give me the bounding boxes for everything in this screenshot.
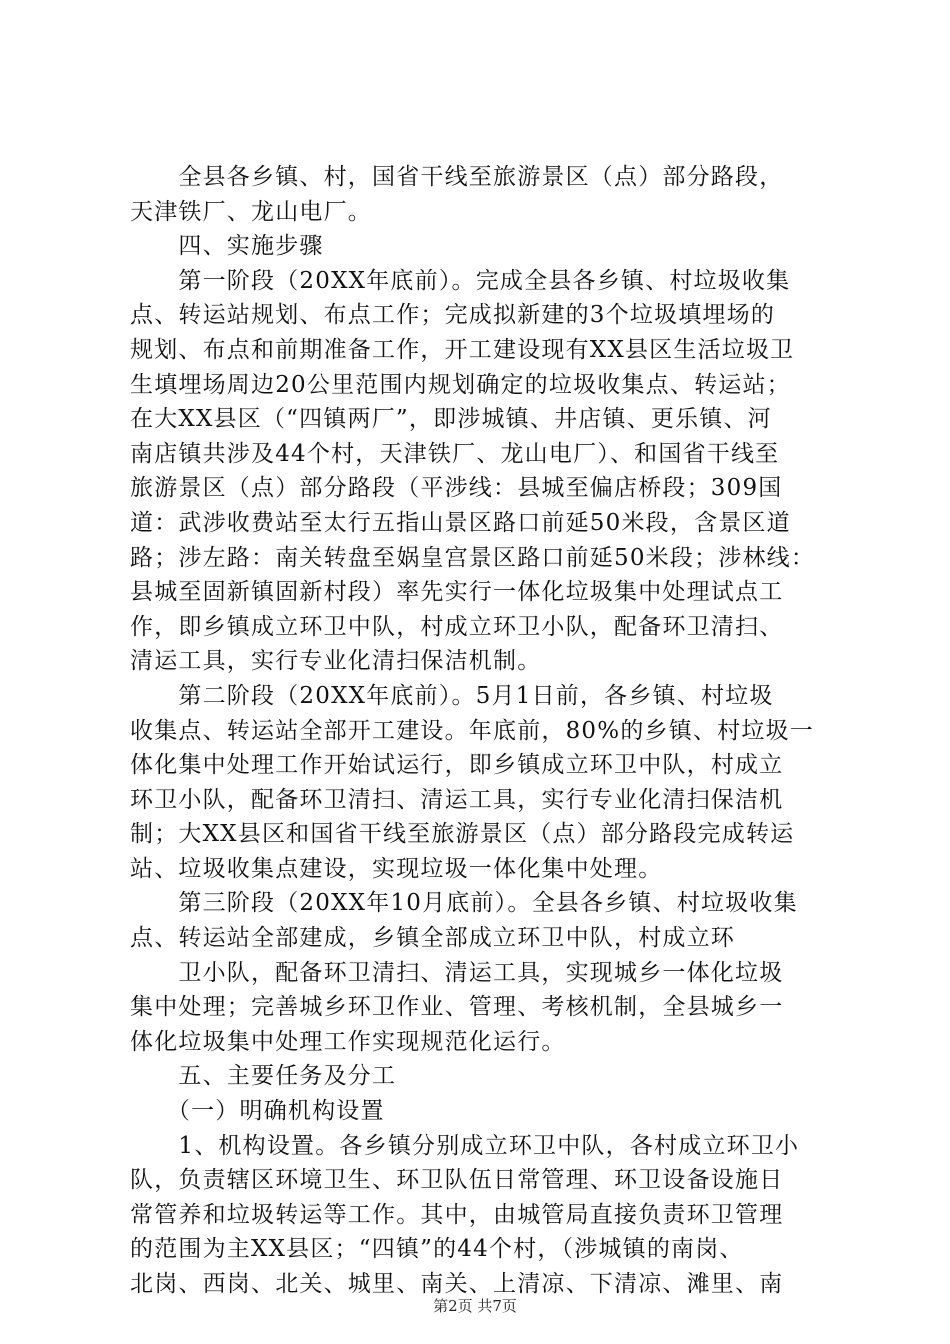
text-line: 清运工具，实行专业化清扫保洁机制。 — [130, 648, 542, 675]
text-line: 集中处理；完善城乡环卫作业、管理、考核机制，全县城乡一 — [130, 994, 784, 1021]
text-line: 站、垃圾收集点建设，实现垃圾一体化集中处理。 — [130, 855, 663, 882]
text-line: 环卫小队，配备环卫清扫、清运工具，实行专业化清扫保洁机 — [130, 786, 784, 813]
text-line: 旅游景区（点）部分路段（平涉线：县城至偏店桥段；309国 — [130, 475, 783, 502]
text-line: 在大XX县区（“四镇两厂”，即涉城镇、井店镇、更乐镇、河 — [130, 406, 772, 433]
text-line: 第三阶段（20XX年10月底前）。全县各乡镇、村垃圾收集 — [130, 890, 798, 917]
text-line: 南店镇共涉及44个村，天津铁厂、龙山电厂）、和国省干线至 — [130, 440, 780, 467]
text-line: 北岗、西岗、北关、城里、南关、上清凉、下清凉、滩里、南 — [130, 1271, 784, 1297]
section-heading: 四、实施步骤 — [130, 233, 324, 260]
text-line: 点、转运站规划、布点工作；完成拟新建的3个垃圾填埋场的 — [130, 302, 776, 329]
text-line: 全县各乡镇、村，国省干线至旅游景区（点）部分路段， — [130, 164, 784, 190]
text-line: 作，即乡镇成立环卫中队，村成立环卫小队，配备环卫清扫、 — [130, 613, 784, 640]
text-line: 收集点、转运站全部开工建设。年底前，80%的乡镇、村垃圾一 — [130, 717, 814, 744]
page-number-footer: 第2页 共7页 — [433, 1297, 517, 1315]
text-line: 体化垃圾集中处理工作实现规范化运行。 — [130, 1028, 566, 1055]
text-line: 第二阶段（20XX年底前）。5月1日前，各乡镇、村垃圾 — [130, 682, 774, 709]
text-line: 路；涉左路：南关转盘至娲皇宫景区路口前延50米段；涉林线： — [130, 544, 816, 571]
text-line: 第一阶段（20XX年底前）。完成全县各乡镇、村垃圾收集 — [130, 267, 791, 294]
text-line: 道：武涉收费站至太行五指山景区路口前延50米段，含景区道 — [130, 509, 791, 536]
text-line: 的范围为主XX县区；“四镇”的44个村，（涉城镇的南岗、 — [130, 1236, 744, 1263]
text-line: 县城至固新镇固新村段）率先实行一体化垃圾集中处理试点工 — [130, 579, 784, 606]
text-line: 队，负责辖区环境卫生、环卫队伍日常管理、环卫设备设施日 — [130, 1167, 784, 1194]
text-line: 规划、布点和前期准备工作，开工建设现有XX县区生活垃圾卫 — [130, 336, 795, 363]
text-line: 卫小队，配备环卫清扫、清运工具，实现城乡一体化垃圾 — [130, 959, 784, 986]
text-line: 生填埋场周边20公里范围内规划确定的垃圾收集点、转运站； — [130, 371, 791, 398]
document-body — [130, 160, 830, 1302]
text-line: 体化集中处理工作开始试运行，即乡镇成立环卫中队，村成立 — [130, 752, 784, 779]
text-line: 1、机构设置。各乡镇分别成立环卫中队，各村成立环卫小 — [130, 1132, 800, 1159]
section-heading: 五、主要任务及分工 — [130, 1063, 397, 1090]
text-line: 天津铁厂、龙山电厂。 — [130, 198, 372, 225]
text-line: 常管养和垃圾转运等工作。其中，由城管局直接负责环卫管理 — [130, 1201, 784, 1228]
text-line: 制；大XX县区和国省干线至旅游景区（点）部分路段完成转运 — [130, 821, 795, 848]
subsection-heading: （一）明确机构设置 — [130, 1098, 385, 1125]
text-line: 点、转运站全部建成，乡镇全部成立环卫中队，村成立环 — [130, 925, 735, 952]
